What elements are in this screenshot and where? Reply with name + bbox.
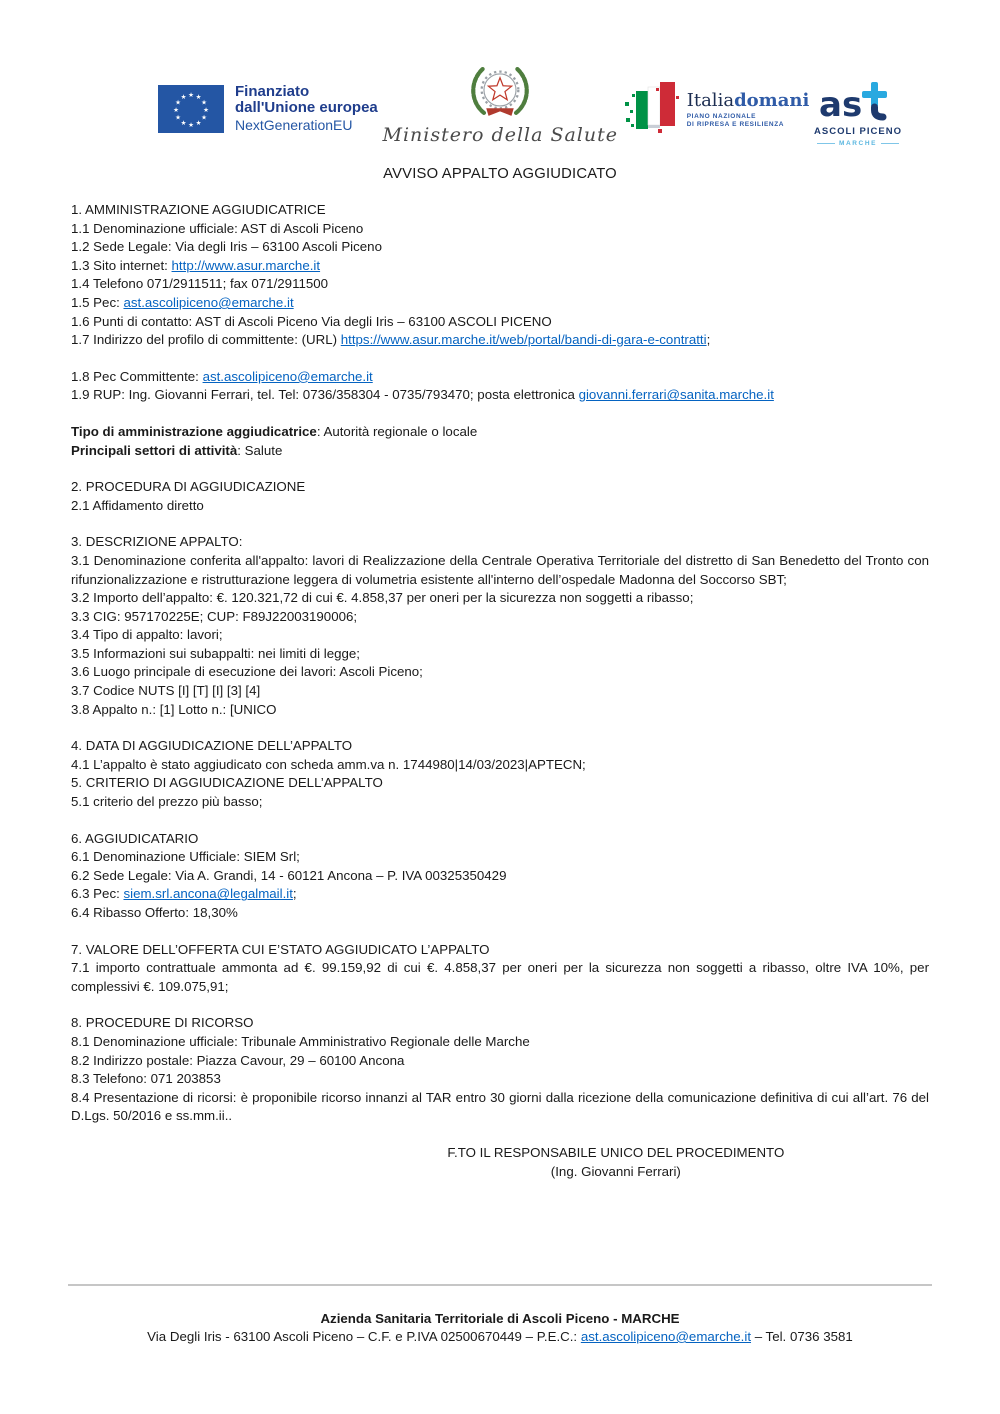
doc-line	[71, 552, 929, 589]
blank-line	[71, 515, 929, 533]
text-run: 2.1 Affidamento diretto	[71, 497, 204, 513]
doc-line	[71, 423, 929, 442]
document-header	[158, 58, 902, 147]
blank-line	[71, 719, 929, 737]
italia-domani-text	[686, 89, 810, 129]
pnrr-subtitle-line2: DI RIPRESA E RESILIENZA	[686, 120, 785, 128]
ast-mark-icon	[819, 80, 897, 124]
ministero-salute-label: Ministero della Salute	[382, 124, 618, 146]
ast-dash-right	[881, 143, 899, 144]
doc-line	[71, 257, 929, 276]
text-run: 1.1 Denominazione ufficiale: AST di Ascoli Piceno	[71, 220, 364, 236]
blank-line	[71, 405, 929, 423]
document-footer	[0, 1284, 1000, 1344]
text-run: 1.3 Sito internet:	[71, 257, 172, 273]
text-run: : Salute	[237, 442, 283, 458]
signature-line	[71, 1163, 929, 1182]
text-run: 3.6 Luogo principale di esecuzione dei lavori: Ascoli Piceno;	[71, 664, 423, 680]
footer-divider	[68, 1284, 932, 1286]
svg-text:★: ★	[180, 118, 187, 127]
svg-text:★: ★	[180, 92, 187, 101]
text-run: 1. AMMINISTRAZIONE AGGIUDICATRICE	[71, 202, 326, 217]
doc-line	[71, 386, 929, 405]
svg-text:★: ★	[188, 90, 194, 99]
text-run: 1.5 Pec:	[71, 294, 124, 310]
inline-link[interactable]: siem.srl.ancona@legalmail.it	[123, 886, 293, 902]
footer-address	[0, 1329, 1000, 1344]
blank-line	[71, 996, 929, 1014]
text-run: 4.1 L’appalto è stato aggiudicato con scheda amm.va n. 1744980|14/03/2023|APTECN;	[71, 756, 586, 772]
text-run: 8.3 Telefono: 071 203853	[71, 1071, 221, 1087]
doc-line	[71, 313, 929, 332]
italia-domani-brand-italia: Italia	[686, 89, 735, 111]
italian-republic-emblem-icon	[458, 58, 542, 128]
inline-link[interactable]: ast.ascolipiceno@emarche.it	[123, 294, 294, 310]
text-run: 3.3 CIG: 957170225E; CUP: F89J22003190006;	[71, 608, 358, 624]
text-run: 1.6 Punti di contatto: AST di Ascoli Piceno Via degli Iris – 63100 ASCOLI PICENO	[71, 313, 552, 329]
doc-line	[71, 848, 929, 867]
text-run: : Autorità regionale o locale	[316, 423, 478, 439]
doc-line	[71, 904, 929, 923]
svg-text:★: ★	[188, 120, 194, 129]
doc-line	[71, 663, 929, 682]
text-run: 3.5 Informazioni sui subappalti: nei limiti di legge;	[71, 645, 360, 661]
doc-line	[71, 201, 929, 220]
italia-domani-brand-domani: domani	[734, 89, 810, 111]
text-run: 6.1 Denominazione Ufficiale: SIEM Srl;	[71, 849, 300, 865]
text-run: 6. AGGIUDICATARIO	[71, 830, 199, 846]
pnrr-subtitle-line1: PIANO NAZIONALE	[686, 112, 757, 120]
svg-text:★: ★	[195, 92, 202, 101]
doc-line	[71, 682, 929, 701]
text-run: 3.7 Codice NUTS [I] [T] [I] [3] [4]	[71, 683, 261, 699]
bold-label: Principali settori di attività	[71, 442, 238, 458]
italia-domani-flag-icon	[623, 82, 681, 138]
blank-line	[71, 812, 929, 830]
text-run: 1.8 Pec Committente:	[71, 368, 203, 384]
doc-line	[71, 533, 929, 552]
blank-line	[71, 1126, 929, 1144]
text-run: 1.9 RUP: Ing. Giovanni Ferrari, tel. Tel: 0736/358304 - 0735/793470; posta elettronica	[71, 387, 579, 403]
svg-text:★: ★	[195, 118, 202, 127]
italia-domani-logo	[623, 82, 810, 138]
svg-text:★: ★	[175, 113, 181, 121]
svg-text:★: ★	[201, 113, 207, 121]
eu-logo-line2: dall'Unione europea	[235, 99, 378, 116]
text-run: 4. DATA DI AGGIUDICAZIONE DELL’APPALTO	[71, 738, 353, 754]
doc-line	[71, 626, 929, 645]
doc-line	[71, 1070, 929, 1089]
inline-link[interactable]: ast.ascolipiceno@emarche.it	[202, 368, 373, 384]
text-run: 3.8 Appalto n.: [1] Lotto n.: [UNICO	[71, 701, 277, 717]
text-run: 3.4 Tipo di appalto: lavori;	[71, 627, 223, 643]
doc-line	[71, 1014, 929, 1033]
doc-line	[71, 220, 929, 239]
ast-dash-left	[817, 143, 835, 144]
text-run: 5. CRITERIO DI AGGIUDICAZIONE DELL’APPALTO	[71, 775, 383, 791]
text-run: ;	[706, 332, 711, 348]
doc-line	[71, 1052, 929, 1071]
doc-line	[71, 442, 929, 461]
doc-line	[71, 368, 929, 387]
blank-line	[71, 460, 929, 478]
document-body	[71, 201, 929, 1181]
svg-text:★: ★	[175, 98, 181, 106]
doc-line	[71, 478, 929, 497]
text-run: – Tel. 0736 3581	[751, 1329, 853, 1344]
text-run: 2. PROCEDURA DI AGGIUDICAZIONE	[71, 479, 306, 495]
text-run: 6.3 Pec:	[71, 886, 124, 902]
inline-link[interactable]: giovanni.ferrari@sanita.marche.it	[578, 387, 774, 403]
eu-logo-line1: Finanziato	[235, 83, 310, 100]
footer-org-name: Azienda Sanitaria Territoriale di Ascoli Piceno - MARCHE	[320, 1311, 680, 1326]
text-run: 8.2 Indirizzo postale: Piazza Cavour, 29 – 60100 Ancona	[71, 1052, 405, 1068]
doc-line	[71, 867, 929, 886]
doc-line	[71, 885, 929, 904]
inline-link[interactable]: ast.ascolipiceno@emarche.it	[580, 1329, 752, 1344]
text-run: Via Degli Iris - 63100 Ascoli Piceno – C.F. e P.IVA 02500670449 – P.E.C.:	[147, 1329, 581, 1344]
doc-line	[71, 608, 929, 627]
ministero-salute-logo	[383, 58, 619, 146]
ast-city-label: ASCOLI PICENO	[814, 126, 902, 137]
doc-line	[71, 701, 929, 720]
doc-line	[71, 793, 929, 812]
doc-line	[71, 941, 929, 960]
inline-link[interactable]: http://www.asur.marche.it	[171, 257, 321, 273]
ast-logo	[814, 80, 902, 147]
doc-line	[71, 1089, 929, 1126]
text-run: 1.4 Telefono 071/2911511; fax 071/2911500	[71, 276, 329, 292]
text-run: 3.1 Denominazione conferita all'appalto: lavori di Realizzazione della Centrale Operativa Territoriale del distretto di San Benedetto del Tronto con rifunzionalizzazione e ristrutturazione leggera di volumetria esistente all'interno dell’ospedale Madonna del Soccorso SBT;	[71, 552, 929, 587]
doc-line	[71, 294, 929, 313]
text-run: 5.1 criterio del prezzo più basso;	[71, 794, 263, 810]
svg-text:★: ★	[203, 105, 209, 114]
text-run: (Ing. Giovanni Ferrari)	[550, 1163, 681, 1179]
text-run: 8. PROCEDURE DI RICORSO	[71, 1015, 254, 1031]
blank-line	[71, 923, 929, 941]
eu-logo-text	[235, 84, 378, 133]
eu-flag-icon	[158, 85, 224, 133]
blank-line	[71, 350, 929, 368]
signature-line	[71, 1144, 929, 1163]
doc-line	[71, 645, 929, 664]
text-run: 8.1 Denominazione ufficiale: Tribunale Amministrativo Regionale delle Marche	[71, 1033, 530, 1049]
doc-line	[71, 497, 929, 516]
bold-label: Tipo di amministrazione aggiudicatrice	[71, 423, 317, 439]
text-run: 8.4 Presentazione di ricorsi: è proponibile ricorso innanzi al TAR entro 30 giorni dalla ricezione della comunicazione definitiva di cui all’art. 76 del D.Lgs. 50/2016 e ss.mm.ii..	[71, 1089, 929, 1124]
ast-region-label: MARCHE	[838, 140, 878, 147]
doc-line	[71, 830, 929, 849]
inline-link[interactable]: https://www.asur.marche.it/web/portal/bandi-di-gara-e-contratti	[340, 332, 707, 348]
doc-line	[71, 275, 929, 294]
svg-text:★: ★	[201, 98, 207, 106]
doc-line	[71, 1033, 929, 1052]
text-run: 7. VALORE DELL’OFFERTA CUI E’STATO AGGIUDICATO L’APPALTO	[71, 941, 490, 957]
italia-domani-brand	[686, 89, 810, 111]
text-run: 3.2 Importo dell’appalto: €. 120.321,72 di cui €. 4.858,37 per oneri per la sicurezza non soggetti a ribasso;	[71, 590, 694, 606]
text-run: 3. DESCRIZIONE APPALTO:	[71, 534, 243, 550]
text-run: 1.7 Indirizzo del profilo di committente: (URL)	[71, 332, 341, 348]
text-run: 6.2 Sede Legale: Via A. Grandi, 14 - 60121 Ancona – P. IVA 00325350429	[71, 867, 507, 883]
pnrr-subtitle	[687, 113, 810, 129]
doc-line	[71, 959, 929, 996]
doc-line	[71, 589, 929, 608]
svg-text:as: as	[819, 85, 863, 124]
text-run: 7.1 importo contrattuale ammonta ad €. 99.159,92 di cui €. 4.858,37 per oneri per la sicurezza non soggetti a ribasso, oltre IVA 10%, per complessivi €. 109.075,91;	[71, 960, 929, 994]
text-run: ;	[292, 886, 297, 902]
text-run: F.TO IL RESPONSABILE UNICO DEL PROCEDIMENTO	[447, 1144, 785, 1160]
page-title: AVVISO APPALTO AGGIUDICATO	[383, 166, 617, 182]
eu-funded-logo	[158, 84, 378, 133]
text-run: 6.4 Ribasso Offerto: 18,30%	[71, 905, 238, 920]
doc-line	[71, 737, 929, 756]
ast-region-row	[817, 140, 899, 147]
doc-line	[71, 238, 929, 257]
eu-logo-line3: NextGenerationEU	[235, 117, 353, 133]
doc-line	[71, 331, 929, 350]
text-run: 1.2 Sede Legale: Via degli Iris – 63100 Ascoli Piceno	[71, 239, 382, 255]
svg-text:★: ★	[173, 105, 179, 114]
doc-line	[71, 774, 929, 793]
doc-line	[71, 756, 929, 775]
